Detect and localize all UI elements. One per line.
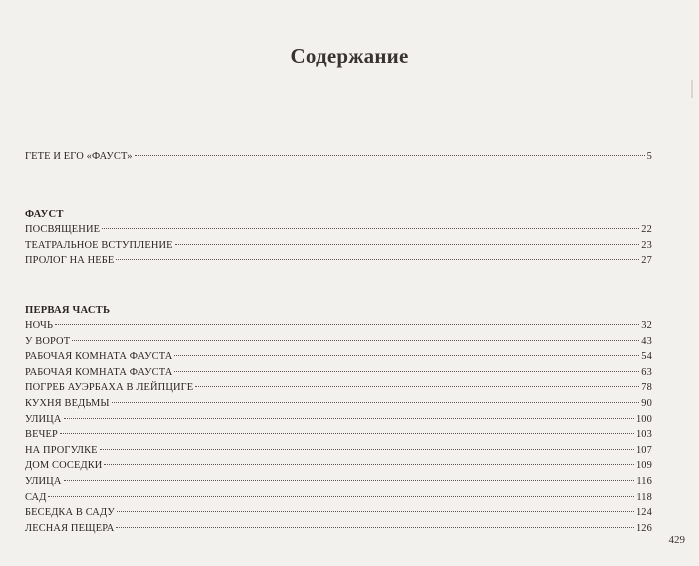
toc-entry[interactable] <box>25 382 652 398</box>
dot-leader <box>102 228 639 229</box>
toc-entry-page: 43 <box>641 335 652 347</box>
toc-entry-page: 54 <box>641 351 652 363</box>
toc-entry-page: 126 <box>635 522 652 534</box>
section-items <box>25 224 652 271</box>
toc-entry-title: КУХНЯ ВЕДЬМЫ <box>25 397 110 409</box>
dot-leader <box>48 496 634 497</box>
toc-entry-title: ПОСВЯЩЕНИЕ <box>25 224 101 235</box>
dot-leader <box>117 511 634 512</box>
toc-entry-title: УЛИЦА <box>25 475 62 487</box>
toc-entry-page: 109 <box>635 460 652 472</box>
section-heading: ПЕРВАЯ ЧАСТЬ <box>25 305 111 316</box>
dot-leader <box>112 402 640 403</box>
toc-entry[interactable] <box>25 255 652 271</box>
toc-entry-title: НОЧЬ <box>25 320 54 331</box>
toc-entry[interactable] <box>25 398 652 414</box>
toc-entry-title: РАБОЧАЯ КОМНАТА ФАУСТА <box>25 351 173 363</box>
dot-leader <box>100 449 634 450</box>
toc-entry[interactable] <box>25 351 652 367</box>
dot-leader <box>116 259 639 260</box>
toc-entry-page: 100 <box>635 413 652 425</box>
toc-entry-page: 63 <box>641 366 652 378</box>
toc-entry-title: РАБОЧАЯ КОМНАТА ФАУСТА <box>25 366 173 378</box>
toc-entry-page: 90 <box>641 397 652 409</box>
toc-entry-page: 22 <box>641 224 652 235</box>
toc-entry[interactable] <box>25 507 652 523</box>
dot-leader <box>72 340 639 341</box>
toc-entry-page: 118 <box>636 491 652 503</box>
bleed-mark <box>691 80 693 98</box>
toc-entry[interactable] <box>25 429 652 445</box>
dot-leader <box>175 244 640 245</box>
toc-entry-page: 27 <box>641 255 652 267</box>
toc-section-faust <box>25 209 652 271</box>
toc-entry-title: ВЕЧЕР <box>25 429 58 441</box>
toc-entry-page: 23 <box>641 239 652 251</box>
toc-entry[interactable] <box>25 523 652 539</box>
toc-entry[interactable] <box>25 336 652 352</box>
toc-entry[interactable] <box>25 414 652 430</box>
dot-leader <box>135 155 645 156</box>
toc-entry[interactable] <box>25 460 652 476</box>
toc-entry-page: 103 <box>635 429 652 441</box>
toc-entry-title: ПРОЛОГ НА НЕБЕ <box>25 255 115 267</box>
toc-entry-page: 116 <box>636 475 652 487</box>
dot-leader <box>64 480 635 481</box>
toc-entry-title: ДОМ СОСЕДКИ <box>25 460 103 472</box>
toc-entry-title: У ВОРОТ <box>25 335 71 347</box>
section-heading: ФАУСТ <box>25 209 64 220</box>
toc-entry-title: ПОГРЕБ АУЭРБАХА В ЛЕЙПЦИГЕ <box>25 382 194 394</box>
toc-entry-title: САД <box>25 491 47 503</box>
toc-entry-title: УЛИЦА <box>25 413 62 425</box>
dot-leader <box>60 433 634 434</box>
toc-entry-title: ТЕАТРАЛЬНОЕ ВСТУПЛЕНИЕ <box>25 239 173 251</box>
toc-entry-page: 78 <box>641 382 652 394</box>
toc-entry[interactable] <box>25 367 652 383</box>
section-items <box>25 320 652 538</box>
toc-section-part-one <box>25 305 652 538</box>
dot-leader <box>104 464 634 465</box>
toc-entry-title: НА ПРОГУЛКЕ <box>25 444 98 456</box>
dot-leader <box>195 386 639 387</box>
toc-entry-page: 124 <box>635 507 652 519</box>
toc-intro <box>25 151 652 167</box>
toc-entry-page: 107 <box>635 444 652 456</box>
page-number: 429 <box>668 534 685 546</box>
page-title: Содержание <box>290 44 409 68</box>
toc-entry[interactable] <box>25 445 652 461</box>
toc-entry[interactable] <box>25 492 652 508</box>
dot-leader <box>55 324 639 325</box>
dot-leader <box>174 355 639 356</box>
toc-entry-title: БЕСЕДКА В САДУ <box>25 507 115 519</box>
toc-entry[interactable] <box>25 240 652 256</box>
dot-leader <box>64 418 634 419</box>
toc-entry-title: ГЕТЕ И ЕГО «ФАУСТ» <box>25 151 133 162</box>
toc-entry-page: 5 <box>646 151 652 162</box>
toc-entry[interactable] <box>25 320 652 336</box>
toc-entry[interactable] <box>25 224 652 240</box>
toc-entry[interactable] <box>25 476 652 492</box>
dot-leader <box>116 527 634 528</box>
toc-entry-title: ЛЕСНАЯ ПЕЩЕРА <box>25 522 115 534</box>
toc-entry[interactable] <box>25 151 652 167</box>
dot-leader <box>174 371 639 372</box>
toc-entry-page: 32 <box>641 320 652 331</box>
